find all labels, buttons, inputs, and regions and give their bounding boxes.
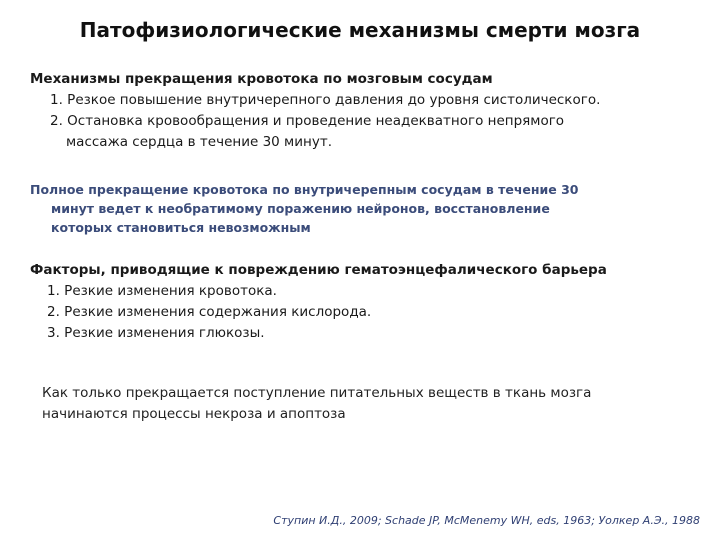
section-heading: Механизмы прекращения кровотока по мозговым сосудам [30, 71, 493, 87]
highlight-line: минут ведет к необратимому поражению нейронов, восстановление [51, 201, 550, 216]
list-item-continuation: массажа сердца в течение 30 минут. [66, 134, 332, 150]
list-item: 1. Резкое повышение внутричерепного давления до уровня систолического. [50, 92, 601, 108]
note-line: Как только прекращается поступление питательных веществ в ткань мозга [42, 385, 592, 401]
list-item: 2. Остановка кровообращения и проведение неадекватного непрямого [50, 113, 565, 129]
conclusion-note [42, 383, 591, 425]
section-heading: Факторы, приводящие к повреждению гематоэнцефалического барьера [30, 262, 607, 278]
list-item: 1. Резкие изменения кровотока. [47, 283, 277, 299]
list-item: 3. Резкие изменения глюкозы. [47, 325, 265, 341]
highlight-line: которых становиться невозможным [51, 220, 311, 235]
section-blood-flow-mechanisms [30, 69, 600, 153]
note-line: начинаются процессы некроза и апоптоза [42, 406, 346, 422]
citation: Ступин И.Д., 2009; Schade JP, McMenemy WH, eds, 1963; Уолкер А.Э., 1988 [273, 514, 700, 527]
slide-title: Патофизиологические механизмы смерти мозга [79, 18, 641, 42]
highlight-line: Полное прекращение кровотока по внутричерепным сосудам в течение 30 [30, 182, 579, 197]
highlight-statement [30, 180, 579, 237]
section-bbb-damage-factors [30, 260, 607, 344]
list-item: 2. Резкие изменения содержания кислорода. [47, 304, 372, 320]
